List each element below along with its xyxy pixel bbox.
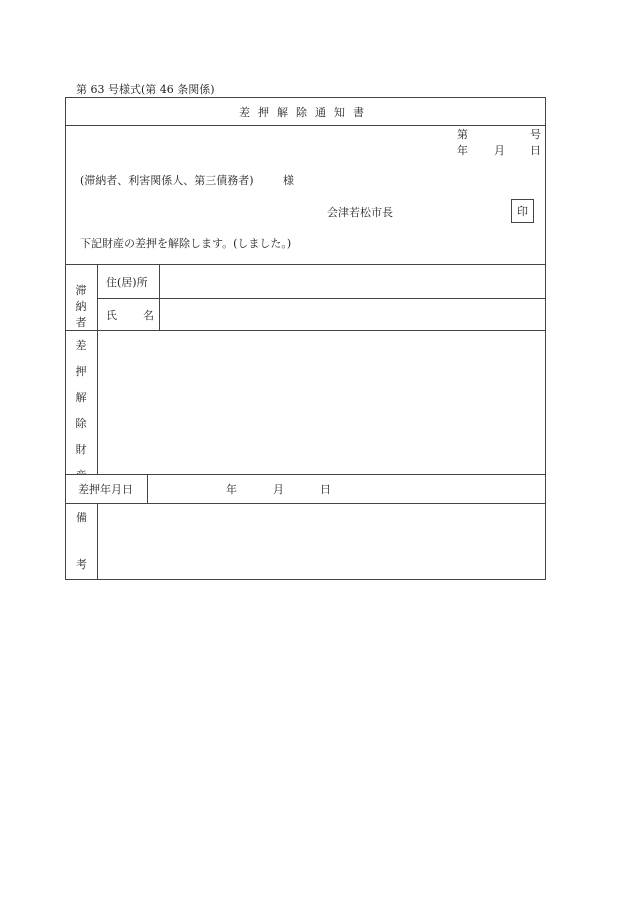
issuer-name: 会津若松市長 — [327, 206, 393, 219]
delinquent-label — [65, 282, 97, 330]
delinquent-label-char-2: 納 — [75, 300, 87, 313]
seal-mark: 印 — [517, 205, 528, 218]
form-frame — [65, 97, 546, 580]
address-divider — [97, 298, 546, 299]
property-label-char-1: 差 — [75, 339, 87, 352]
seizure-date-label: 差押年月日 — [78, 483, 133, 496]
property-label — [65, 337, 97, 483]
recipient-label: (滞納者、利害関係人、第三債務者) — [80, 174, 254, 187]
recipient-honorific: 様 — [283, 174, 294, 187]
remarks-label-char-1: 備 — [76, 511, 87, 524]
address-label: 住(居)所 — [106, 276, 148, 289]
doc-number-prefix: 第 — [457, 128, 468, 141]
delinquent-label-char-3: 者 — [75, 316, 87, 329]
seizure-date-year: 年 — [226, 483, 237, 496]
doc-date-year: 年 — [457, 144, 468, 157]
title-divider — [65, 125, 546, 126]
property-label-char-2: 押 — [75, 365, 87, 378]
remarks-label-char-2: 考 — [76, 558, 87, 571]
property-label-char-4: 除 — [75, 417, 87, 430]
form-number: 第 63 号様式(第 46 条関係) — [76, 83, 215, 96]
seizure-date-day: 日 — [320, 483, 331, 496]
delinquent-sub-divider — [159, 264, 160, 330]
property-label-char-5: 財 — [75, 443, 87, 456]
name-label-char-2: 名 — [143, 309, 154, 322]
seizure-date-divider — [147, 474, 148, 503]
doc-number-suffix: 号 — [530, 128, 541, 141]
delinquent-divider — [65, 330, 546, 331]
label-column-divider — [97, 264, 98, 580]
form-title: 差押解除通知書 — [239, 106, 372, 119]
doc-date-day: 日 — [530, 144, 541, 157]
doc-date-month: 月 — [494, 144, 505, 157]
notice-text: 下記財産の差押を解除します。(しました。) — [80, 237, 292, 250]
delinquent-label-char-1: 滞 — [75, 284, 87, 297]
seizure-date-month: 月 — [273, 483, 284, 496]
name-label-char-1: 氏 — [106, 309, 117, 322]
seizure-date-row-divider — [65, 503, 546, 504]
header-divider — [65, 264, 546, 265]
property-label-char-3: 解 — [75, 391, 87, 404]
